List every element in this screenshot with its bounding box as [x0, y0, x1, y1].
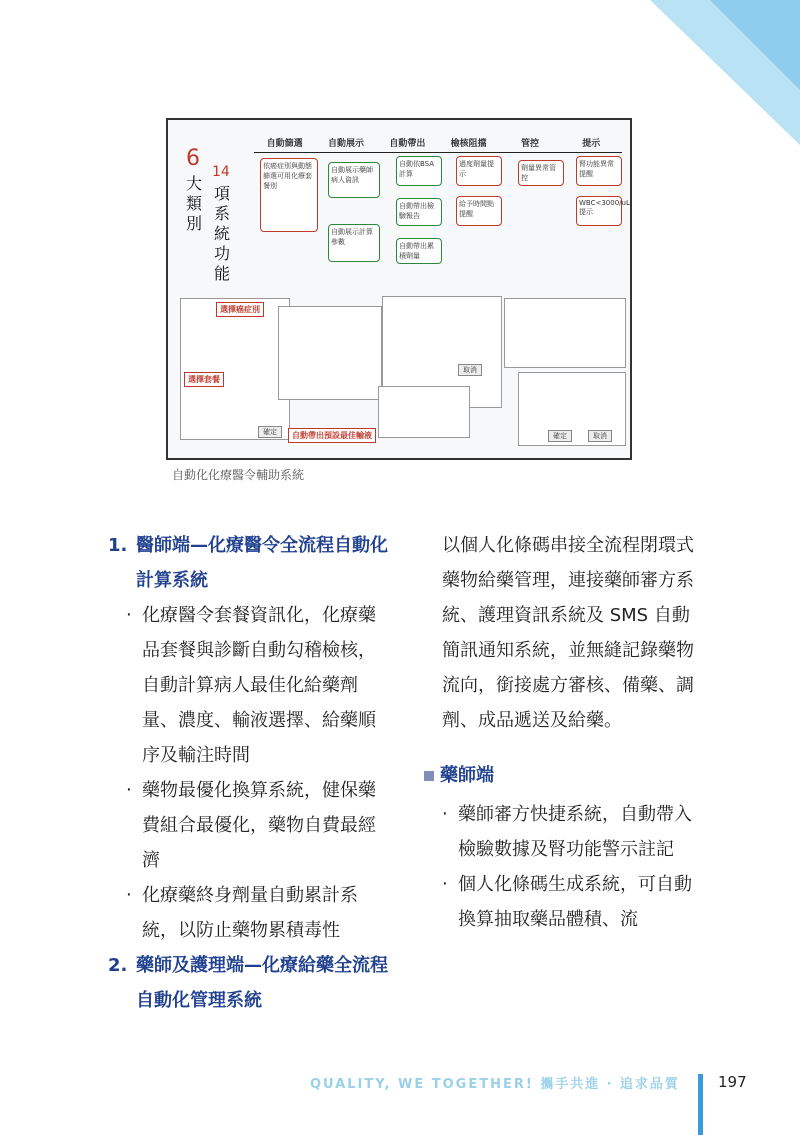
figure-cell: 腎功能異常提醒	[576, 156, 622, 186]
footer-slogan: QUALITY, WE TOGETHER! 攜手共進 ‧ 追求品質	[310, 1077, 680, 1092]
figure-header: 自動篩選	[266, 139, 303, 149]
section-square-icon	[424, 771, 434, 781]
bullet-text: 藥師審方快捷系統，自動帶入檢驗數據及腎功能警示註記	[458, 804, 692, 860]
right-column	[424, 528, 706, 937]
figure-caption: 自動化化療醫令輔助系統	[172, 468, 305, 482]
figure-button: 確定	[258, 426, 282, 438]
figure-cell: 自動展示計算參數	[328, 224, 380, 262]
bullet-text: 化療醫令套餐資訊化，化療藥品套餐與診斷自動勾稽檢核，自動計算病人最佳化給藥劑量、濃度、輸液選擇、給藥順序及輸注時間	[142, 605, 376, 766]
footer-bar	[698, 1074, 703, 1135]
figure-cell: 劑量異常管控	[518, 160, 564, 186]
bullet-dot: ‧	[442, 874, 448, 895]
figure-cell: 給予時間點提醒	[456, 196, 502, 226]
paragraph: 以個人化條碼串接全流程閉環式藥物給藥管理，連接藥師審方系統、護理資訊系統及 SMS 自動簡訊通知系統，並無縫記錄藥物流向，銜接處方審核、備藥、調劑、成品遞送及給藥。	[442, 535, 694, 731]
bullet-item	[424, 867, 706, 937]
dialog-window	[180, 298, 290, 440]
numbered-heading-2	[108, 948, 390, 1018]
figure-button: 取消	[458, 364, 482, 376]
section-title: 藥師端	[440, 765, 494, 786]
section-heading	[424, 758, 706, 793]
left-column	[108, 528, 390, 1018]
bullet-text: 個人化條碼生成系統，可自動換算抽取藥品體積、流	[458, 874, 692, 930]
figure-header: 管控	[520, 139, 539, 149]
figure-header-row	[254, 136, 622, 153]
figure-callout: 自動帶出預設最佳輸液	[288, 428, 376, 443]
heading-text: 醫師端—化療醫令全流程自動化計算系統	[136, 535, 388, 591]
figure-cell: 自動依BSA計算	[396, 156, 442, 186]
heading-number: 1.	[108, 535, 128, 556]
bullet-dot: ‧	[126, 605, 132, 626]
figure-callout: 選擇套餐	[184, 372, 224, 387]
corner-decoration	[650, 0, 800, 145]
figure-label-category: 大類別	[186, 174, 203, 233]
figure-cell: 自動帶出檢驗報告	[396, 198, 442, 226]
bullet-dot: ‧	[442, 804, 448, 825]
figure-cell: WBC<3000/uL提示	[576, 196, 622, 226]
figure-callout: 選擇癌症別	[216, 302, 264, 317]
dialog-window	[278, 306, 382, 400]
figure-header: 自動展示	[327, 139, 364, 149]
figure-header: 自動帶出	[389, 139, 426, 149]
figure-label-functions: 項系統功能	[214, 184, 231, 283]
figure-big-number-6: 6	[186, 146, 200, 171]
figure-cell: 自動帶出累積劑量	[396, 238, 442, 264]
heading-number: 2.	[108, 955, 128, 976]
page-number: 197	[718, 1073, 747, 1091]
figure-cell: 過度劑量提示	[456, 156, 502, 186]
figure-header: 提示	[582, 139, 601, 149]
bullet-item	[108, 598, 390, 773]
bullet-text: 化療藥終身劑量自動累計系統，以防止藥物累積毒性	[142, 885, 358, 941]
figure-button: 確定	[548, 430, 572, 442]
figure-screenshot	[166, 118, 632, 460]
bullet-text: 藥物最優化換算系統，健保藥費組合最優化，藥物自費最經濟	[142, 780, 376, 871]
bullet-item	[108, 773, 390, 878]
numbered-heading-1	[108, 528, 390, 598]
bullet-item	[108, 878, 390, 948]
bullet-dot: ‧	[126, 780, 132, 801]
bullet-item	[424, 797, 706, 867]
bullet-dot: ‧	[126, 885, 132, 906]
dialog-window	[504, 298, 626, 368]
figure-cell: 自動展示藥師病人資訊	[328, 162, 380, 198]
figure-cell: 依癌症別與動態篩選可用化療套餐別	[260, 158, 318, 232]
figure-button: 取消	[588, 430, 612, 442]
heading-text: 藥師及護理端—化療給藥全流程自動化管理系統	[136, 955, 388, 1011]
figure-big-number-14: 14	[212, 164, 230, 180]
figure-header: 檢核阻擋	[450, 139, 487, 149]
dialog-window	[378, 386, 470, 438]
